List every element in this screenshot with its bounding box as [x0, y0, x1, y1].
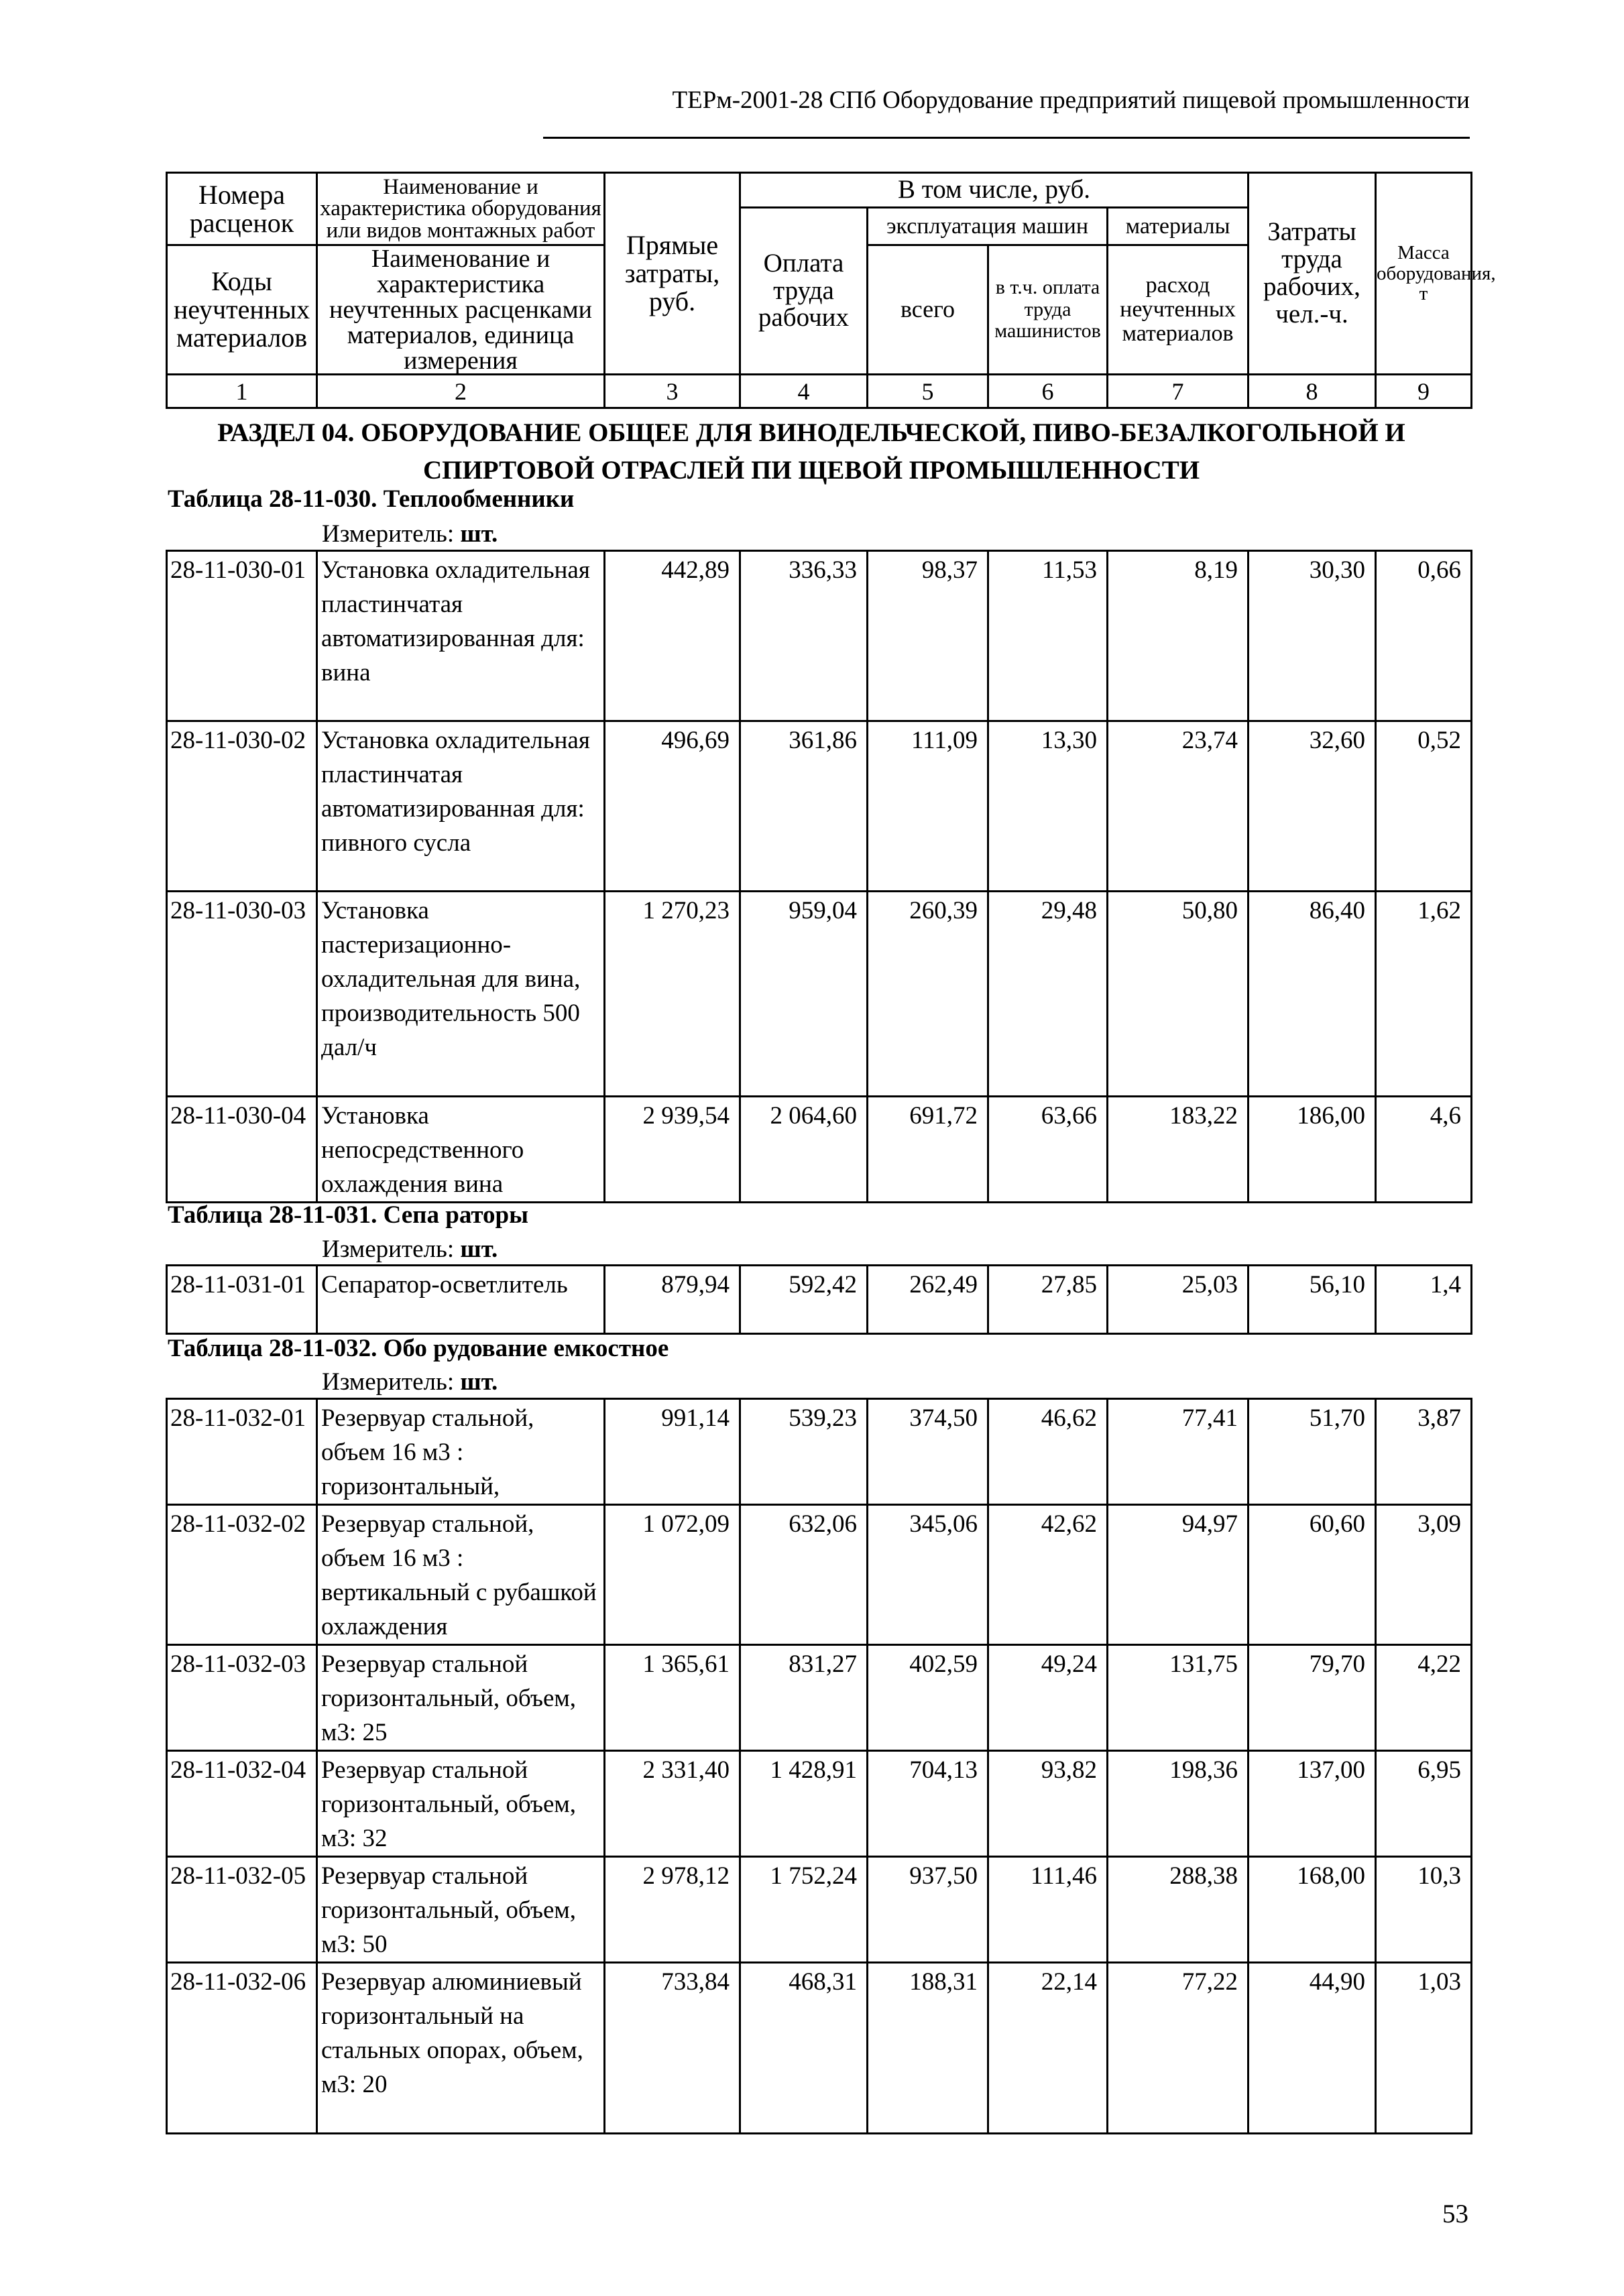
rate-code: 28-11-032-06	[167, 1963, 317, 2134]
table-row	[167, 1963, 1472, 2134]
equipment-mass: 1,62	[1376, 892, 1472, 1097]
operators-cost: 63,66	[988, 1097, 1108, 1203]
rate-code: 28-11-031-01	[167, 1266, 317, 1334]
labor-cost: 2 064,60	[740, 1097, 868, 1203]
header-machines: эксплуатация машин	[868, 208, 1108, 245]
rate-name: Резервуар стальной горизонтальный, объем, м3: 32	[317, 1751, 605, 1857]
labor-cost: 959,04	[740, 892, 868, 1097]
rate-code: 28-11-030-03	[167, 892, 317, 1097]
header-materials: материалы	[1108, 208, 1249, 245]
header-col2-bottom: Наименование и характеристика неучтенных расценками материалов, единица измерения	[317, 245, 605, 375]
header-number-8: 8	[1249, 375, 1376, 408]
header-number-2: 2	[317, 375, 605, 408]
rate-name: Установка охладительная пластинчатая автоматизированная для: вина	[317, 551, 605, 721]
direct-cost: 2 939,54	[605, 1097, 740, 1203]
rate-code: 28-11-032-03	[167, 1645, 317, 1751]
table-title: Таблица 28-11-030. Теплообменники	[168, 485, 575, 513]
operators-cost: 93,82	[988, 1751, 1108, 1857]
operators-cost: 46,62	[988, 1399, 1108, 1505]
table-row	[167, 1266, 1472, 1334]
labor-cost: 632,06	[740, 1505, 868, 1645]
unit-label: Измеритель:	[322, 520, 455, 548]
machines-cost: 188,31	[868, 1963, 988, 2134]
labor-cost: 592,42	[740, 1266, 868, 1334]
rate-code: 28-11-032-05	[167, 1857, 317, 1963]
header-col3: Прямые затраты, руб.	[605, 173, 740, 375]
labor-cost: 1 752,24	[740, 1857, 868, 1963]
table-row	[167, 1645, 1472, 1751]
equipment-mass: 10,3	[1376, 1857, 1472, 1963]
unit-line	[322, 520, 498, 548]
operators-cost: 27,85	[988, 1266, 1108, 1334]
labor-hours: 79,70	[1249, 1645, 1376, 1751]
rate-name: Установка пастеризационно-охладительная для вина, производительность 500 дал/ч	[317, 892, 605, 1097]
materials-cost: 183,22	[1108, 1097, 1249, 1203]
unit-value: шт.	[460, 1235, 498, 1263]
machines-cost: 402,59	[868, 1645, 988, 1751]
labor-cost: 539,23	[740, 1399, 868, 1505]
operators-cost: 42,62	[988, 1505, 1108, 1645]
equipment-mass: 6,95	[1376, 1751, 1472, 1857]
equipment-mass: 0,52	[1376, 721, 1472, 892]
labor-hours: 30,30	[1249, 551, 1376, 721]
rate-code: 28-11-032-04	[167, 1751, 317, 1857]
unit-value: шт.	[460, 1368, 498, 1396]
header-number-4: 4	[740, 375, 868, 408]
materials-cost: 25,03	[1108, 1266, 1249, 1334]
direct-cost: 496,69	[605, 721, 740, 892]
labor-cost: 468,31	[740, 1963, 868, 2134]
table-row	[167, 721, 1472, 892]
rate-code: 28-11-032-01	[167, 1399, 317, 1505]
header-number-1: 1	[167, 375, 317, 408]
section-title: РАЗДЕЛ 04. ОБОРУДОВАНИЕ ОБЩЕЕ ДЛЯ ВИНОДЕЛЬЧЕСКОЙ, ПИВО-БЕЗАЛКОГОЛЬНОЙ И СПИРТОВОЙ ОТРАСЛЕЙ ПИ ЩЕВОЙ ПРОМЫШЛЕННОСТИ	[217, 418, 1405, 485]
table-row	[167, 1505, 1472, 1645]
rate-code: 28-11-030-02	[167, 721, 317, 892]
rate-name: Резервуар стальной, объем 16 м3 : вертикальный с рубашкой охлаждения	[317, 1505, 605, 1645]
labor-hours: 44,90	[1249, 1963, 1376, 2134]
materials-cost: 94,97	[1108, 1505, 1249, 1645]
machines-cost: 374,50	[868, 1399, 988, 1505]
operators-cost: 22,14	[988, 1963, 1108, 2134]
labor-hours: 137,00	[1249, 1751, 1376, 1857]
table-row	[167, 1399, 1472, 1505]
header-col4: Оплата труда рабочих	[740, 208, 868, 375]
header-col6: в т.ч. оплата труда машинистов	[988, 245, 1108, 375]
header-col9: Масса оборудования, т	[1376, 173, 1472, 375]
table-row	[167, 892, 1472, 1097]
materials-cost: 23,74	[1108, 721, 1249, 892]
labor-hours: 60,60	[1249, 1505, 1376, 1645]
table-title: Таблица 28-11-031. Сепа раторы	[168, 1201, 529, 1229]
materials-cost: 8,19	[1108, 551, 1249, 721]
header-number-7: 7	[1108, 375, 1249, 408]
machines-cost: 937,50	[868, 1857, 988, 1963]
labor-hours: 32,60	[1249, 721, 1376, 892]
machines-cost: 262,49	[868, 1266, 988, 1334]
materials-cost: 50,80	[1108, 892, 1249, 1097]
equipment-mass: 3,09	[1376, 1505, 1472, 1645]
machines-cost: 98,37	[868, 551, 988, 721]
direct-cost: 1 270,23	[605, 892, 740, 1097]
rate-name: Резервуар стальной горизонтальный, объем, м3: 25	[317, 1645, 605, 1751]
table-row	[167, 1751, 1472, 1857]
materials-cost: 288,38	[1108, 1857, 1249, 1963]
rate-code: 28-11-030-04	[167, 1097, 317, 1203]
data-table-032	[166, 1398, 1472, 2134]
unit-value: шт.	[460, 520, 498, 548]
materials-cost: 131,75	[1108, 1645, 1249, 1751]
direct-cost: 991,14	[605, 1399, 740, 1505]
header-col8: Затраты труда рабочих, чел.-ч.	[1249, 173, 1376, 375]
data-table-031	[166, 1264, 1472, 1335]
unit-line	[322, 1235, 498, 1264]
direct-cost: 1 072,09	[605, 1505, 740, 1645]
rate-name: Резервуар стальной горизонтальный, объем, м3: 50	[317, 1857, 605, 1963]
header-number-9: 9	[1376, 375, 1472, 408]
header-number-5: 5	[868, 375, 988, 408]
table-row	[167, 1097, 1472, 1203]
machines-cost: 111,09	[868, 721, 988, 892]
labor-hours: 51,70	[1249, 1399, 1376, 1505]
header-col2-top: Наименование и характеристика оборудования или видов монтажных работ	[317, 173, 605, 245]
table-row	[167, 1857, 1472, 1963]
table-title: Таблица 28-11-032. Обо рудование емкостное	[168, 1335, 669, 1362]
operators-cost: 13,30	[988, 721, 1108, 892]
equipment-mass: 1,4	[1376, 1266, 1472, 1334]
equipment-mass: 0,66	[1376, 551, 1472, 721]
unit-label: Измеритель:	[322, 1368, 455, 1396]
labor-hours: 56,10	[1249, 1266, 1376, 1334]
labor-cost: 361,86	[740, 721, 868, 892]
labor-hours: 186,00	[1249, 1097, 1376, 1203]
equipment-mass: 3,87	[1376, 1399, 1472, 1505]
unit-line	[322, 1368, 498, 1396]
materials-cost: 77,41	[1108, 1399, 1249, 1505]
direct-cost: 2 978,12	[605, 1857, 740, 1963]
equipment-mass: 4,6	[1376, 1097, 1472, 1203]
running-header: ТЕРм-2001-28 СПб Оборудование предприятий пищевой промышленности	[672, 86, 1470, 114]
machines-cost: 704,13	[868, 1751, 988, 1857]
rate-name: Установка непосредственного охлаждения вина	[317, 1097, 605, 1203]
labor-hours: 86,40	[1249, 892, 1376, 1097]
table-row	[167, 551, 1472, 721]
machines-cost: 691,72	[868, 1097, 988, 1203]
header-col1-bottom: Коды неучтенных материалов	[167, 245, 317, 375]
header-group: В том числе, руб.	[740, 173, 1249, 208]
page-number: 53	[1442, 2199, 1468, 2228]
materials-cost: 198,36	[1108, 1751, 1249, 1857]
equipment-mass: 4,22	[1376, 1645, 1472, 1751]
materials-cost: 77,22	[1108, 1963, 1249, 2134]
header-col1-top: Номера расценок	[167, 173, 317, 245]
operators-cost: 111,46	[988, 1857, 1108, 1963]
header-rule	[543, 137, 1470, 139]
header-number-3: 3	[605, 375, 740, 408]
rate-name: Резервуар стальной, объем 16 м3 : горизонтальный,	[317, 1399, 605, 1505]
direct-cost: 2 331,40	[605, 1751, 740, 1857]
header-col5: всего	[868, 245, 988, 375]
data-table-030	[166, 550, 1472, 1203]
machines-cost: 260,39	[868, 892, 988, 1097]
rate-name: Резервуар алюминиевый горизонтальный на стальных опорах, объем, м3: 20	[317, 1963, 605, 2134]
labor-cost: 831,27	[740, 1645, 868, 1751]
labor-cost: 336,33	[740, 551, 868, 721]
rate-code: 28-11-030-01	[167, 551, 317, 721]
header-number-6: 6	[988, 375, 1108, 408]
labor-cost: 1 428,91	[740, 1751, 868, 1857]
header-col7: расход неучтенных материалов	[1108, 245, 1249, 375]
operators-cost: 49,24	[988, 1645, 1108, 1751]
direct-cost: 733,84	[605, 1963, 740, 2134]
rate-name: Сепаратор-осветлитель	[317, 1266, 605, 1334]
operators-cost: 29,48	[988, 892, 1108, 1097]
column-header-table	[166, 172, 1496, 409]
labor-hours: 168,00	[1249, 1857, 1376, 1963]
equipment-mass: 1,03	[1376, 1963, 1472, 2134]
rate-name: Установка охладительная пластинчатая автоматизированная для: пивного сусла	[317, 721, 605, 892]
rate-code: 28-11-032-02	[167, 1505, 317, 1645]
direct-cost: 1 365,61	[605, 1645, 740, 1751]
direct-cost: 442,89	[605, 551, 740, 721]
machines-cost: 345,06	[868, 1505, 988, 1645]
direct-cost: 879,94	[605, 1266, 740, 1334]
unit-label: Измеритель:	[322, 1235, 455, 1263]
operators-cost: 11,53	[988, 551, 1108, 721]
